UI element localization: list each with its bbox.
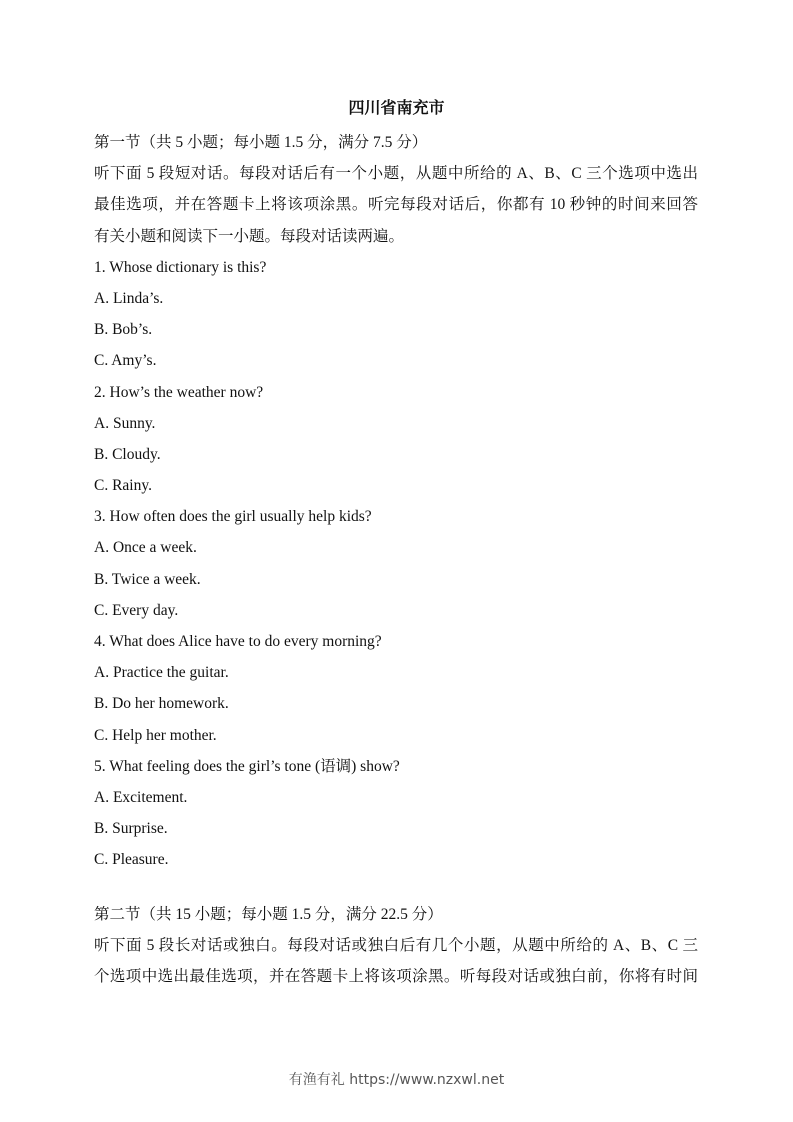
page-title: 四川省南充市 [348, 100, 445, 117]
question-option: B. Bob’s. [94, 321, 153, 339]
question-option: A. Excitement. [94, 788, 188, 806]
question-stem: 3. How often does the girl usually help kids? [94, 508, 372, 526]
question-stem: 2. How’s the weather now? [94, 383, 264, 401]
footer-watermark: 有渔有礼 https://www.nzxwl.net [288, 1072, 505, 1088]
question-option: C. Help her mother. [94, 726, 217, 744]
question-option: B. Twice a week. [94, 570, 201, 588]
section2-heading: 第二节（共 15 小题；每小题 1.5 分，满分 22.5 分） [94, 905, 443, 923]
section1-instruction-line: 有关小题和阅读下一小题。每段对话读两遍。 [94, 227, 405, 245]
section1-instruction-line: 最佳选项，并在答题卡上将该项涂黑。听完每段对话后，你都有 10 秒钟的时间来回答 [94, 196, 698, 214]
question-option: C. Amy’s. [94, 352, 157, 370]
question-stem: 5. What feeling does the girl’s tone (语调) show? [94, 757, 400, 775]
question-option: B. Cloudy. [94, 445, 161, 463]
question-option: A. Practice the guitar. [94, 664, 229, 682]
section1-instruction-line: 听下面 5 段短对话。每段对话后有一个小题，从题中所给的 A、B、C 三个选项中选出 [94, 165, 698, 183]
question-option: B. Do her homework. [94, 695, 229, 713]
section2-instruction-line: 个选项中选出最佳选项，并在答题卡上将该项涂黑。听每段对话或独白前，你将有时间 [94, 967, 698, 985]
question-option: A. Once a week. [94, 539, 197, 557]
section2-instruction-line: 听下面 5 段长对话或独白。每段对话或独白后有几个小题，从题中所给的 A、B、C 三 [94, 936, 698, 954]
question-option: C. Pleasure. [94, 851, 169, 869]
question-stem: 4. What does Alice have to do every morning? [94, 633, 382, 650]
question-option: A. Linda’s. [94, 289, 164, 307]
question-option: A. Sunny. [94, 414, 156, 432]
question-stem: 1. Whose dictionary is this? [94, 258, 267, 276]
question-option: B. Surprise. [94, 820, 168, 838]
question-option: C. Rainy. [94, 477, 152, 495]
section1-heading: 第一节（共 5 小题；每小题 1.5 分，满分 7.5 分） [94, 134, 428, 151]
question-option: C. Every day. [94, 601, 179, 619]
section-spacer [94, 876, 698, 899]
document-body [94, 127, 698, 992]
